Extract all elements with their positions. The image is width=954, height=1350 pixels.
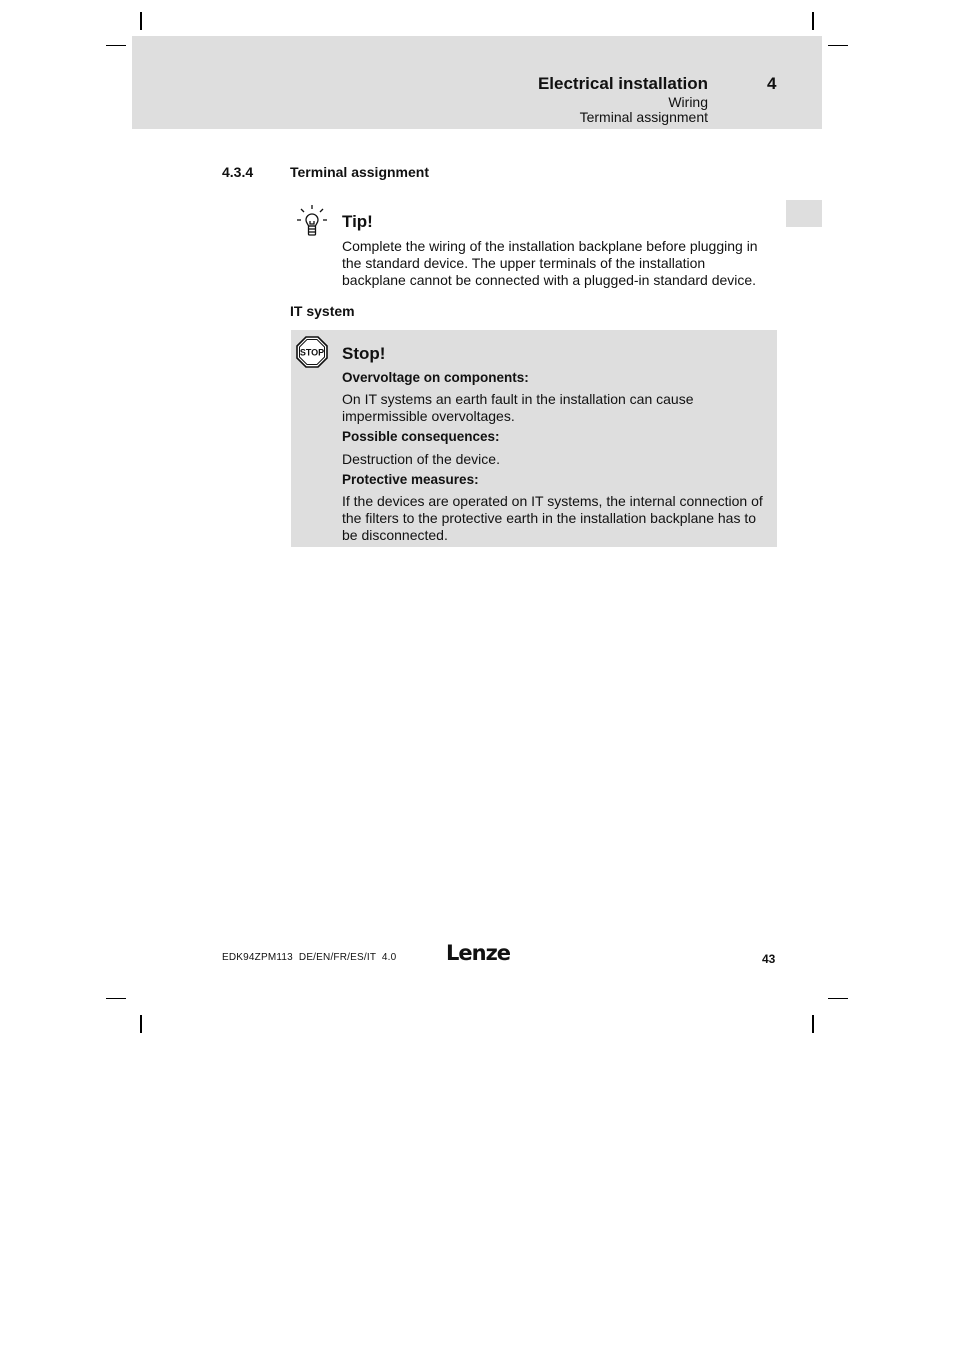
header-band [132, 36, 822, 129]
crop-mark [812, 12, 814, 30]
consequences-label: Possible consequences: [342, 429, 500, 444]
header-subtitle-wiring: Wiring [668, 94, 708, 110]
overvoltage-label: Overvoltage on components: [342, 370, 529, 385]
section-title: Terminal assignment [290, 164, 430, 180]
tip-text: Complete the wiring of the installation backplane before plugging in the standard device. The upper terminals of the installation backplane cannot be connected with a plugged-in standard device. [342, 238, 758, 288]
document-id: EDK94ZPM113 DE/EN/FR/ES/IT 4.0 [222, 952, 397, 963]
crop-mark [812, 1015, 814, 1033]
section-number: 4.3.4 [222, 164, 254, 180]
consequences-text: Destruction of the device. [342, 451, 500, 467]
page-number: 43 [762, 952, 776, 966]
crop-mark [140, 1015, 142, 1033]
measures-text: If the devices are operated on IT systems, the internal connection of the filters to the protective earth in the installation backplane has to be disconnected. [342, 493, 763, 543]
it-system-heading: IT system [290, 303, 355, 319]
crop-mark [106, 45, 126, 46]
lightbulb-icon [296, 204, 328, 238]
lenze-logo: Lenze [446, 941, 511, 965]
tip-heading: Tip! [342, 212, 373, 231]
stop-heading: Stop! [342, 344, 386, 363]
chapter-number: 4 [767, 74, 777, 93]
crop-mark [828, 998, 848, 999]
crop-mark [106, 998, 126, 999]
crop-mark [140, 12, 142, 30]
chapter-tab [786, 200, 822, 227]
stop-sign-label: STOP [299, 347, 325, 358]
crop-mark [828, 45, 848, 46]
measures-label: Protective measures: [342, 472, 479, 487]
stop-sign-icon [296, 336, 328, 368]
header-subtitle-terminal: Terminal assignment [579, 109, 708, 125]
chapter-title: Electrical installation [537, 74, 708, 93]
overvoltage-text: On IT systems an earth fault in the installation can cause impermissible overvoltages. [342, 391, 694, 424]
